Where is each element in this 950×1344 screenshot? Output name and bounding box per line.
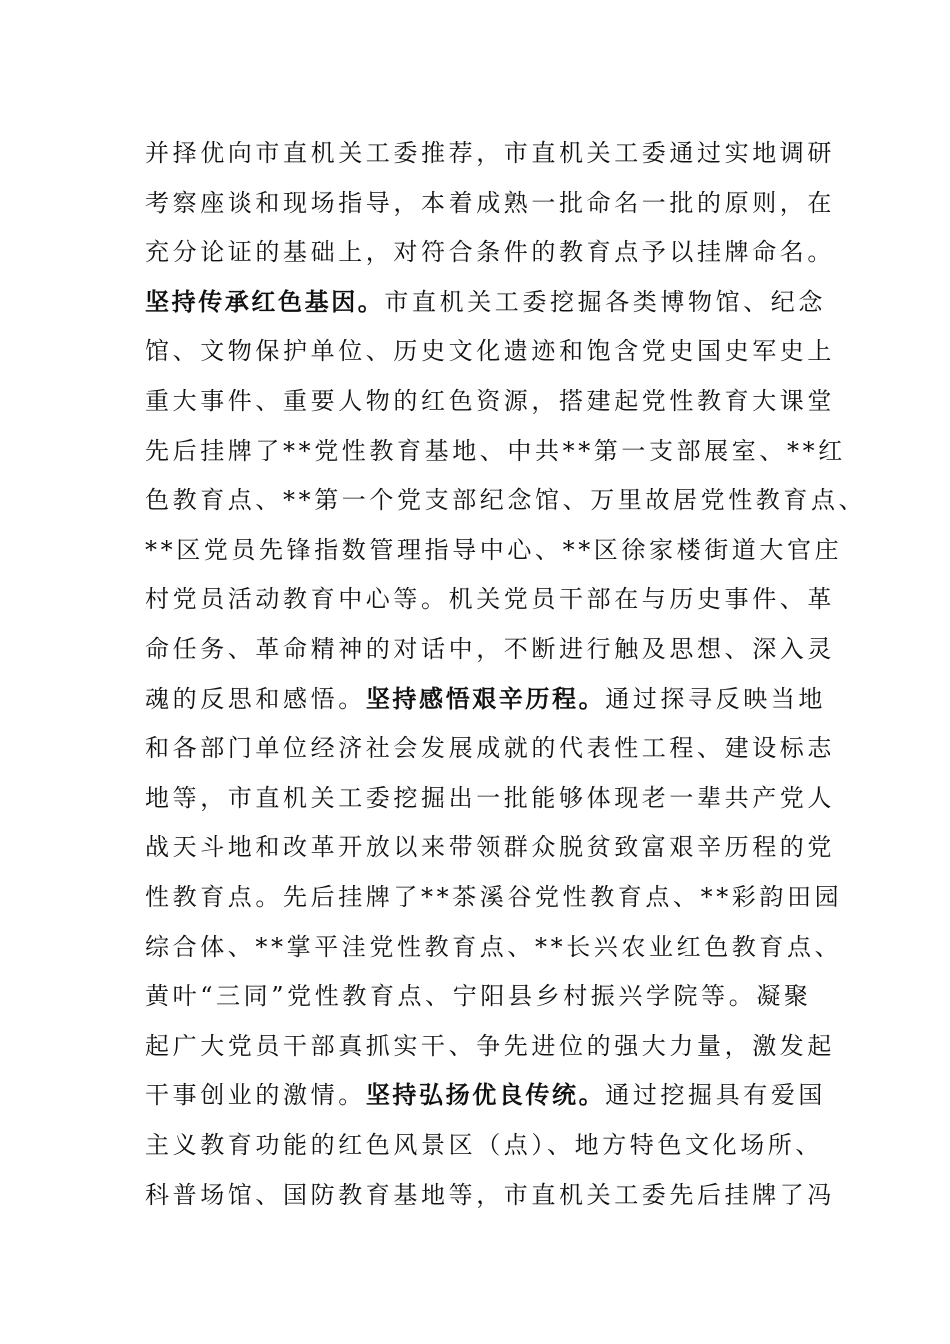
text-line	[145, 232, 835, 272]
body-text: 通过探寻反映当地	[605, 684, 827, 713]
text-line	[145, 976, 835, 1016]
body-text: 黄叶“三同”党性教育点、宁阳县乡村振兴学院等。凝聚	[145, 982, 812, 1011]
text-line	[145, 778, 835, 818]
text-line	[145, 1075, 835, 1115]
body-text: 考察座谈和现场指导，本着成熟一批命名一批的原则，在	[145, 188, 835, 217]
body-text: 并择优向市直机关工委推荐，市直机关工委通过实地调研	[145, 139, 835, 167]
text-line	[145, 331, 835, 371]
body-text: 充分论证的基础上，对符合条件的教育点予以挂牌命名。	[145, 238, 835, 267]
body-text: 干事创业的激情。	[145, 1081, 366, 1110]
body-text: 主义教育功能的红色风景区（点）、地方特色文化场所、	[145, 1131, 823, 1159]
body-text: 综合体、**掌平洼党性教育点、**长兴农业红色教育点、	[145, 932, 843, 961]
body-text: 命任务、革命精神的对话中，不断进行触及思想、深入灵	[145, 635, 835, 663]
text-line	[145, 133, 835, 173]
text-line	[145, 183, 835, 223]
body-text: 战天斗地和改革开放以来带领群众脱贫致富艰辛历程的党	[145, 833, 835, 862]
text-line	[145, 431, 846, 471]
text-line	[145, 282, 835, 322]
text-line	[145, 530, 843, 570]
body-text: 市直机关工委挖掘各类博物馆、纪念	[384, 287, 827, 316]
body-text: 重大事件、重要人物的红色资源，搭建起党性教育大课堂	[145, 387, 835, 415]
bold-heading-text: 坚持传承红色基因。	[145, 287, 385, 316]
text-line	[145, 728, 835, 768]
text-line	[145, 1026, 835, 1066]
text-line	[145, 927, 843, 967]
body-text: 性教育点。先后挂牌了**茶溪谷党性教育点、**彩韵田园	[145, 883, 843, 911]
body-text: 馆、文物保护单位、历史文化遗迹和饱含党史国史军史上	[145, 337, 835, 366]
body-text: 地等，市直机关工委挖掘出一批能够体现老一辈共产党人	[145, 783, 835, 812]
bold-heading-text: 坚持感悟艰辛历程。	[365, 684, 606, 713]
body-text: 色教育点、**第一个党支部纪念馆、万里故居党性教育点、	[145, 486, 867, 515]
text-line	[145, 480, 867, 520]
text-line	[145, 827, 835, 867]
text-line	[145, 877, 843, 917]
body-text: 科普场馆、国防教育基地等，市直机关工委先后挂牌了冯	[145, 1180, 835, 1209]
text-line	[145, 1125, 835, 1165]
text-line	[145, 381, 835, 421]
text-line	[145, 579, 835, 619]
bold-heading-text: 坚持弘扬优良传统。	[365, 1081, 606, 1110]
body-text: 和各部门单位经济社会发展成就的代表性工程、建设标志	[145, 734, 835, 763]
body-text: **区党员先锋指数管理指导中心、**区徐家楼街道大官庄	[145, 535, 843, 564]
text-line	[145, 679, 835, 719]
text-line	[145, 629, 835, 669]
body-text: 魂的反思和感悟。	[145, 684, 366, 713]
text-line	[145, 1175, 835, 1215]
body-text: 通过挖掘具有爱国	[605, 1081, 827, 1110]
body-text: 村党员活动教育中心等。机关党员干部在与历史事件、革	[145, 585, 835, 614]
body-text: 起广大党员干部真抓实干、争先进位的强大力量，激发起	[145, 1031, 835, 1060]
body-text: 先后挂牌了**党性教育基地、中共**第一支部展室、**红	[145, 436, 846, 465]
